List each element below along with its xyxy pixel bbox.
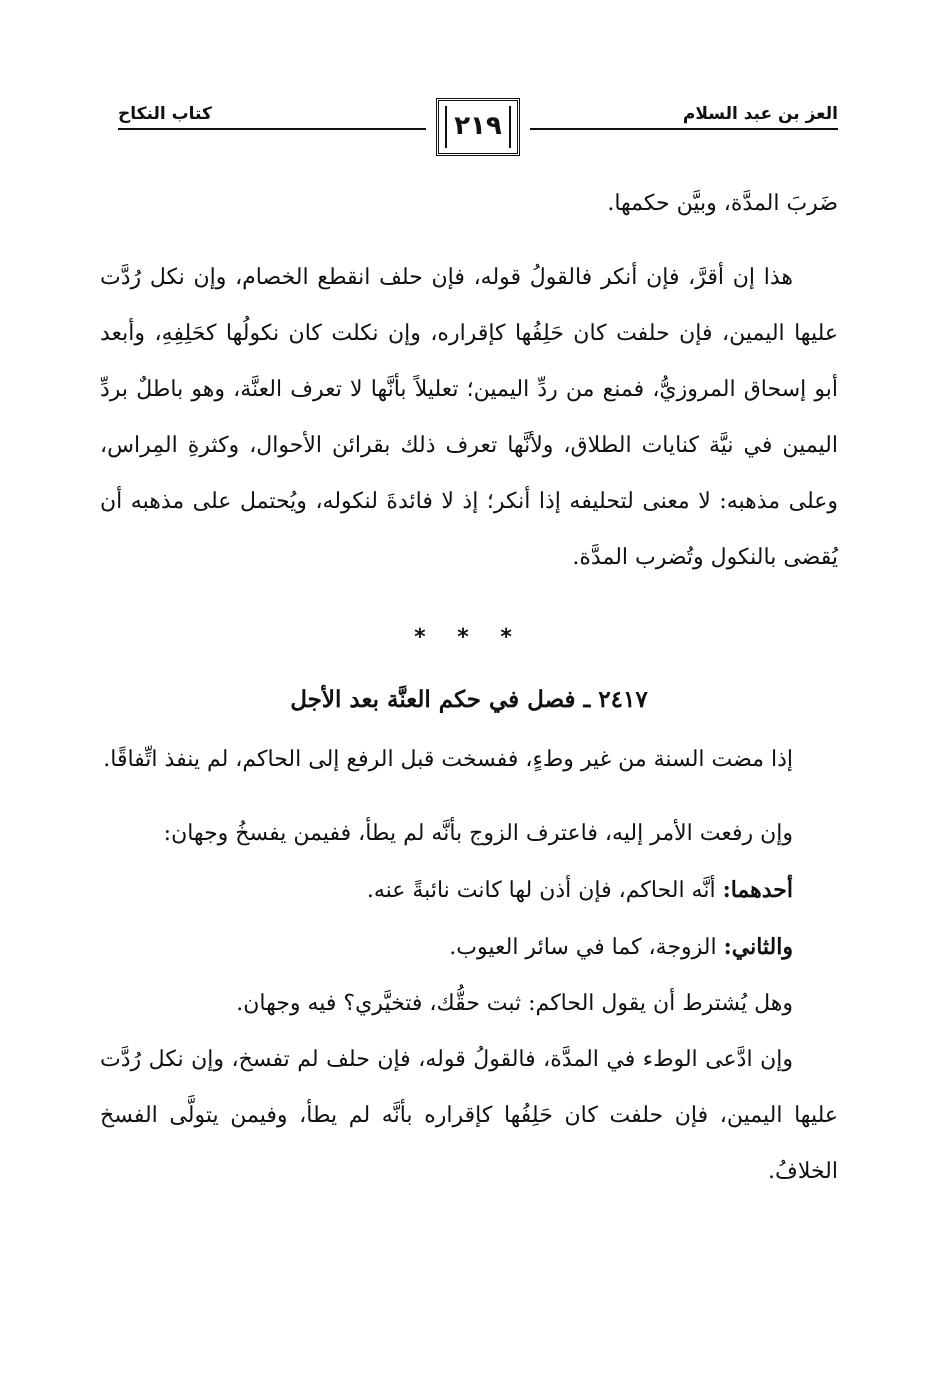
paragraph-continuation: ضَربَ المدَّة، وبيَّن حكمها. bbox=[607, 191, 838, 216]
paragraph: هذا إن أقرَّ، فإن أنكر فالقولُ قوله، فإن حلف انقطع الخصام، وإن نكل رُدَّت عليها اليمين، فإن حلفت كان حَلِفُها كإقراره، وإن نكلت كان نكولُها كحَلِفِهِ، وأبعد أبو إسحاق المروزيُّ، فمنع من ردِّ اليمين؛ تعليلاً بأنَّها لا تعرف العنَّة، وهو باطلٌ بردِّ اليمين في نيَّة كنايات الطلاق، ولأنَّها تعرف ذلك بقرائن الأحوال، وكثرةِ المِراس، وعلى مذهبه: لا معنى لتحليفه إذا أنكر؛ إذ لا فائدةَ لنكوله، ويُحتمل على مذهبه أن يُقضى بالنكول وتُضرب المدَّة. bbox=[100, 265, 838, 570]
page-header bbox=[118, 98, 838, 168]
header-rule-right bbox=[530, 128, 838, 130]
header-rule-left bbox=[118, 128, 426, 130]
page-body bbox=[100, 176, 838, 1200]
paragraph-text: أنَّه الحاكم، فإن أذن لها كانت نائبةً عنه. bbox=[366, 878, 723, 903]
section-separator: * * * bbox=[414, 625, 524, 650]
paragraph: وهل يُشترط أن يقول الحاكم: ثبت حقُّك، فتخيَّري؟ فيه وجهان. bbox=[236, 991, 793, 1016]
paragraph-text: الزوجة، كما في سائر العيوب. bbox=[449, 935, 724, 960]
paragraph-lead-label: أحدهما: bbox=[722, 877, 793, 903]
page-number-frame bbox=[436, 98, 520, 156]
paragraph-lead-label: والثاني: bbox=[723, 934, 793, 960]
paragraph: وإن رفعت الأمر إليه، فاعترف الزوج بأنَّه لم يطأ، ففيمن يفسخُ وجهان: bbox=[163, 821, 793, 846]
page-number: ٢١٩ bbox=[454, 111, 502, 141]
paragraph bbox=[100, 919, 838, 976]
header-book-section: كتاب النكاح bbox=[118, 104, 212, 124]
paragraph: وإن ادَّعى الوطء في المدَّة، فالقولُ قوله، فإن حلف لم تفسخ، وإن نكل رُدَّت عليها اليمين، فإن حلفت كان حَلِفُها كإقراره بأنَّه لم يطأ، وفيمن يتولَّى الفسخ الخلافُ. bbox=[100, 1047, 838, 1184]
header-author: العز بن عبد السلام bbox=[682, 104, 838, 124]
paragraph bbox=[100, 862, 838, 919]
paragraph: إذا مضت السنة من غير وطءٍ، ففسخت قبل الرفع إلى الحاكم، لم ينفذ اتِّفاقًا. bbox=[103, 747, 793, 772]
section-heading: ٢٤١٧ ـ فصل في حكم العنَّة بعد الأجل bbox=[290, 686, 648, 713]
